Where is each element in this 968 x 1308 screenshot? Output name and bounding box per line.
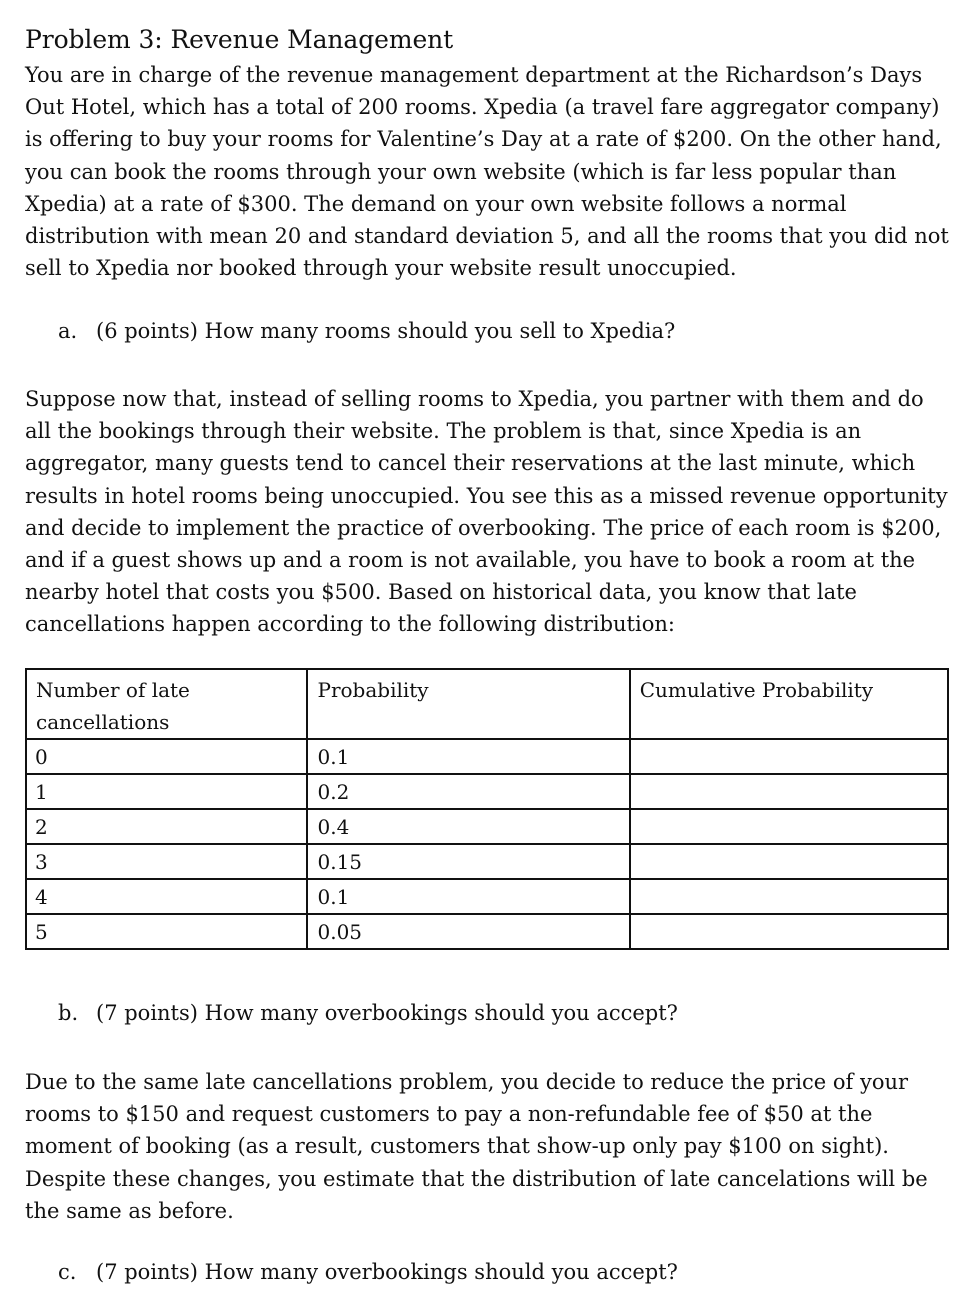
cumulative-probability-cell: [630, 914, 948, 949]
question-b-letter: b.: [58, 1001, 79, 1025]
cumulative-probability-cell: [630, 844, 948, 879]
cancellation-distribution-table: [25, 668, 949, 950]
table-row: [26, 809, 948, 844]
fee-paragraph: Due to the same late cancellations problem, you decide to reduce the price of your rooms to $150 and request customers to pay a non-refundable fee of $50 at the moment of booking (as a result, customers that show-up only pay $100 on sight). Despite these changes, you estimate that the distribution of late cancelations will be the same as before.: [25, 1070, 928, 1223]
header-cumulative-probability: Cumulative Probability: [630, 669, 948, 739]
question-c-letter: c.: [58, 1260, 77, 1284]
cancellations-cell: 1: [26, 774, 307, 809]
probability-cell: 0.05: [307, 914, 629, 949]
table-row: [26, 914, 948, 949]
header-probability: Probability: [307, 669, 629, 739]
header-number-of-late-cancellations: Number of late cancellations: [26, 669, 307, 739]
question-a-letter: a.: [58, 319, 78, 343]
cumulative-probability-cell: [630, 774, 948, 809]
question-b: [58, 998, 678, 1028]
cancellations-cell: 4: [26, 879, 307, 914]
table-row: [26, 774, 948, 809]
table-row: [26, 879, 948, 914]
intro-paragraph: You are in charge of the revenue management department at the Richardson’s Days Out Hotel, which has a total of 200 rooms. Xpedia (a travel fare aggregator company) is offering to buy your rooms for Valentine’s Day at a rate of $200. On the other hand, you can book the rooms through your own website (which is far less popular than Xpedia) at a rate of $300. The demand on your own website follows a normal distribution with mean 20 and standard deviation 5, and all the rooms that you did not sell to Xpedia nor booked through your website result unoccupied.: [25, 63, 949, 281]
probability-cell: 0.15: [307, 844, 629, 879]
cancellations-cell: 3: [26, 844, 307, 879]
cancellations-cell: 2: [26, 809, 307, 844]
cumulative-probability-cell: [630, 739, 948, 774]
question-c: [58, 1257, 678, 1287]
cancellations-cell: 5: [26, 914, 307, 949]
problem-title: Problem 3: Revenue Management: [25, 25, 454, 54]
table-row: [26, 739, 948, 774]
question-a-text: (6 points) How many rooms should you sell to Xpedia?: [96, 319, 676, 343]
cancellations-cell: 0: [26, 739, 307, 774]
probability-cell: 0.4: [307, 809, 629, 844]
cumulative-probability-cell: [630, 879, 948, 914]
table-row: [26, 844, 948, 879]
overbooking-paragraph: Suppose now that, instead of selling rooms to Xpedia, you partner with them and do all the bookings through their website. The problem is that, since Xpedia is an aggregator, many guests tend to cancel their reservations at the last minute, which results in hotel rooms being unoccupied. You see this as a missed revenue opportunity and decide to implement the practice of overbooking. The price of each room is $200, and if a guest shows up and a room is not available, you have to book a room at the nearby hotel that costs you $500. Based on historical data, you know that late cancellations happen according to the following distribution:: [25, 387, 948, 637]
probability-cell: 0.2: [307, 774, 629, 809]
probability-cell: 0.1: [307, 739, 629, 774]
question-a: [58, 316, 675, 346]
cumulative-probability-cell: [630, 809, 948, 844]
table-header-row: [26, 669, 948, 739]
question-c-text: (7 points) How many overbookings should you accept?: [96, 1260, 678, 1284]
probability-cell: 0.1: [307, 879, 629, 914]
question-b-text: (7 points) How many overbookings should you accept?: [96, 1001, 678, 1025]
